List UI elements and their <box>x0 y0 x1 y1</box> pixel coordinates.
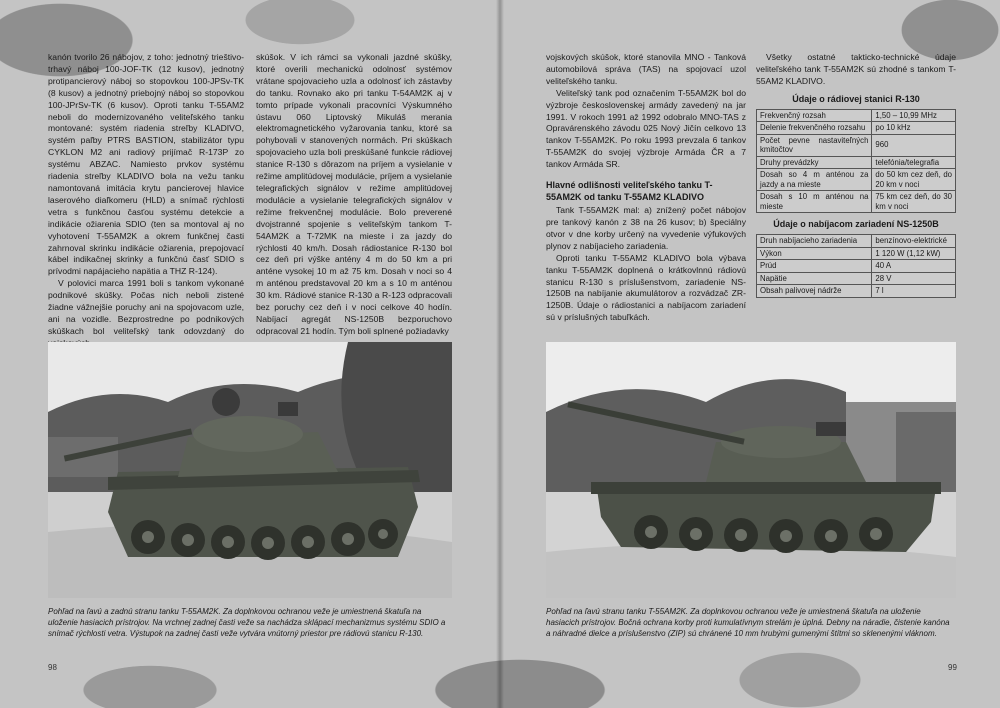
paragraph: Všetky ostatné takticko-technické údaje veliteľského tank T-55AM2K sú zhodné s tankom T-55AM2 KLADIVO. <box>756 52 956 86</box>
tank-photo-side <box>546 342 956 598</box>
section-heading: Hlavné odlišnosti veliteľského tanku T-55AM2K od tanku T-55AM2 KLADIVO <box>546 180 713 203</box>
r130-spec-table <box>756 109 956 214</box>
table-title-ns1250b: Údaje o nabíjacom zariadení NS-1250B <box>773 219 939 230</box>
spec-value: benzínovo-elektrické <box>872 235 956 248</box>
spec-value: 7 l <box>872 285 956 298</box>
spec-label: Dosah s 10 m anténou na mieste <box>757 191 872 213</box>
tank-photo-rear <box>48 342 452 598</box>
spec-label: Delenie frekvenčného rozsahu <box>757 122 872 135</box>
left-column-2 <box>256 52 452 338</box>
paragraph: skúšok. V ich rámci sa vykonali jazdné skúšky, ktoré overili mechanickú odolnosť systémov vrátane spojovacieho uzla a odolnosť ich zástavby do tanku. Rovnako ako pri tanku T-54AM2K aj v tomto prípade vykonali pracovníci Výskumného ústavu 060 Liptovský Mikuláš merania elektromagnetického vyžarovania tanku, ktoré sa pohybovali v stanovených normách. Pri skúškach spojovacieho uzla boli preskúšané funkcie rádiovej stanice R-130 s dôrazom na príjem a vysielanie v režime amplitúdovej modulácie, príjem a vysielanie telegrafických signálov v režime amplitúdovej modulácie a vysielanie telegrafických signálov v režime frekvenčnej modulácie. Bolo preverené dvojstranné spojenie s veliteľským tankom T-54AM2K a T-72MK na mieste i za jazdy do rýchlosti 40 km/h. Dosah rádiostanice R-130 bol cez deň pri výške antény 4 m do 50 km a pri anténe vysokej 10 m až 75 km. Dosah v noci so 4 m anténou predstavoval 20 km a s 10 m anténou 30 km. Rádiové stanice R-130 a R-123 odpracovali bez poruchy cez deň i v noci celkove 40 hodín. Nabíjací agregát NS-1250B bezporuchovo odpracoval 21 hodín. Tým boli splnené požiadavky <box>256 52 452 336</box>
table-row <box>757 272 956 285</box>
spec-label: Výkon <box>757 247 872 260</box>
table-row <box>757 134 956 156</box>
spec-value: 1 120 W (1,12 kW) <box>872 247 956 260</box>
paragraph: kanón tvorilo 26 nábojov, z toho: jednotný trieštivo-trhavý náboj 100-JOF-TK (12 kusov), jednotný protipancierový náboj so stopovkou 100-JPSv-TK (8 kusov) a jednotný priebojný náboj so stopovkou 100-JPrSv-TK (6 kusov). Oproti tanku T-55AM2 neboli do modernizovaného veliteľského tanku montované: systém riadenia streľby KLADIVO, systém paľby PTRS BASTION, stabilizátor typu CYKLON M2 ani radiový prijímač R-173P zo systému ABZAC. Namiesto prvkov systému riadenia streľby KLADIVO bola na vežu tanku namontovaná imitácia krytu pancierovej hlavice laserového diaľkomeru (HLD) a snímač rýchlosti vetra s funkčnou časťou systému detekcie a indikácie ožiarenia SDIO (ten sa montoval aj no vyhotovení T-55AM2K a okrem funkčnej časti zahrnoval skrinku indikácie ožiarenia, prepojovací kábel indikačnej skrinky a funkčnú časť SDIO s prívodmi napájacieho napätia a THZ R-124). <box>48 52 244 277</box>
spec-value: po 10 kHz <box>872 122 956 135</box>
table-row <box>757 247 956 260</box>
table-row <box>757 156 956 169</box>
spec-value: 28 V <box>872 272 956 285</box>
spec-label: Napätie <box>757 272 872 285</box>
spec-label: Druh nabíjacieho zariadenia <box>757 235 872 248</box>
photo-caption: Pohľad na ľavú stranu tanku T-55AM2K. Za doplnkovou ochranou veže je umiestnená škatuľa na uloženie hasiacich prístrojov. Bočná ochrana korby proti kumulatívnym strelám je úplná. Debny na náradie, čistenie kanóna a náhradné dielce a príslušenstvo (ZIP) sú chránené 10 mm hrubými gumenými štítmi so sklenenými vláknom. <box>546 607 950 638</box>
page-number: 98 <box>48 663 57 672</box>
right-column-2 <box>756 52 956 298</box>
paragraph: Veliteľský tank pod označením T-55AM2K bol do výzbroje československej armády zavedený na jar 1991. V rokoch 1991 až 1992 odobralo MNO-TAS z Opravárenského závodu 025 Nový Jičín celkovo 13 tankov T-55AM2K. Po roku 1993 prevzala 6 tankov T-55AM2K do svojej výzbroje Armáda ČR a 7 tankov Armáda SR. <box>546 87 746 170</box>
left-column-1 <box>48 52 244 350</box>
table-row <box>757 122 956 135</box>
table-row <box>757 285 956 298</box>
spec-value: 960 <box>872 134 956 156</box>
tank-illustration <box>546 342 956 598</box>
spec-label: Frekvenčný rozsah <box>757 109 872 122</box>
paragraph: Tank T-55AM2K mal: a) znížený počet nábojov pre tankový kanón z 38 na 26 kusov; b) špeciálny otvor v dne korby určený na vyvedenie výfukových plynov z nabíjacieho zariadenia. <box>546 205 746 251</box>
spec-label: Druhy prevádzky <box>757 156 872 169</box>
page-number: 99 <box>948 663 957 672</box>
right-column-1 <box>546 52 746 324</box>
spec-value: 1,50 – 10,99 MHz <box>872 109 956 122</box>
spec-label: Dosah so 4 m anténou za jazdy a na mieste <box>757 169 872 191</box>
spec-value: 40 A <box>872 260 956 273</box>
right-page <box>500 0 1000 708</box>
paragraph: V polovici marca 1991 boli s tankom vykonané podnikové skúšky. Počas nich neboli zistené žiadne vážnejšie poruchy ani na spojovacom uzle, ani na vozidle. Bezprostredne po podnikových skúškach bol veliteľský tank odovzdaný do <box>48 278 244 336</box>
spec-label: Obsah palivovej nádrže <box>757 285 872 298</box>
spec-value: do 50 km cez deň, do 20 km v noci <box>872 169 956 191</box>
spec-value: telefónia/telegrafia <box>872 156 956 169</box>
table-row <box>757 109 956 122</box>
photo-caption: Pohľad na ľavú a zadnú stranu tanku T-55AM2K. Za doplnkovou ochranou veže je umiestnená škatuľa na uloženie hasiacich prístrojov. Na vrchnej zadnej časti veže sa nachádza sklápací mechanizmus systému SDIO a snímač rýchlosti vetra. Výstupok na zadnej časti veže vytvára vnútorný priestor pre rádiovú stanicu R-130. <box>48 607 446 638</box>
table-row <box>757 260 956 273</box>
spec-label: Prúd <box>757 260 872 273</box>
paragraph: vojskových skúšok, ktoré stanovila MNO - Tanková automobilová správa (TAS) na spojovací uzol veliteľského tanku. <box>546 52 746 86</box>
spec-label: Počet pevne nastaviteľných kmitočtov <box>757 134 872 156</box>
tank-illustration <box>48 342 452 598</box>
table-title-r130: Údaje o rádiovej stanici R-130 <box>792 93 920 104</box>
table-row <box>757 235 956 248</box>
paragraph: Oproti tanku T-55AM2 KLADIVO bola výbava tanku T-55AM2K doplnená o krátkovlnnú rádiovú stanicu R-130 s príslušenstvom, zariadenie NS-1250B na nabíjanie akumulátorov a rozvádzač ZR-1250B. Údaje o rádiostanici a nabíjacom zariadení sú v príslušných tabuľkách. <box>546 252 746 323</box>
table-row <box>757 169 956 191</box>
spec-value: 75 km cez deň, do 30 km v noci <box>872 191 956 213</box>
ns1250b-spec-table <box>756 234 956 298</box>
table-row <box>757 191 956 213</box>
